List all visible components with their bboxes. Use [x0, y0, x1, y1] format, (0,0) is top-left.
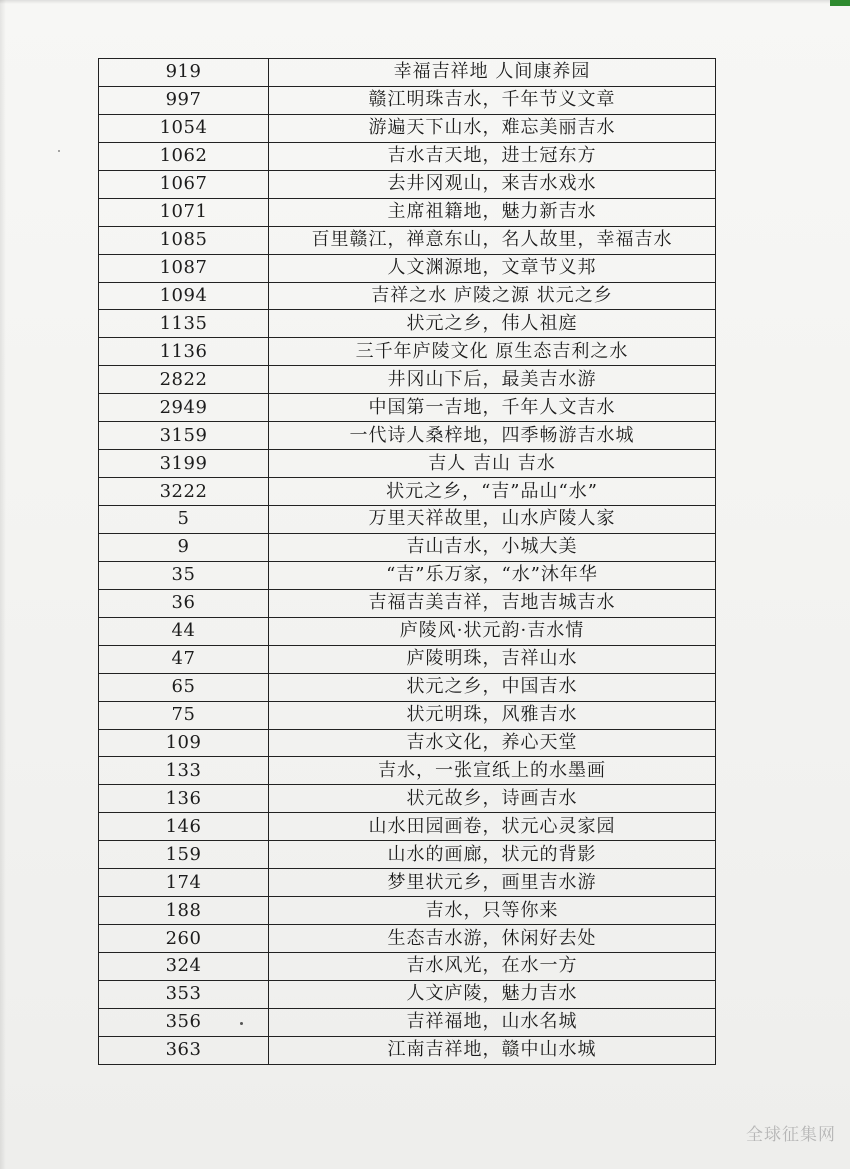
table-row: [99, 645, 716, 673]
table-row: [99, 114, 716, 142]
table-row: [99, 925, 716, 953]
entry-number: 47: [99, 645, 269, 673]
table-row: [99, 310, 716, 338]
entry-number: 356: [99, 1008, 269, 1036]
slogan-text: 梦里状元乡，画里吉水游: [269, 869, 716, 897]
table-row: [99, 617, 716, 645]
slogan-text: 人文庐陵，魅力吉水: [269, 980, 716, 1008]
entry-number: 1062: [99, 142, 269, 170]
table-row: [99, 254, 716, 282]
entry-number: 1136: [99, 338, 269, 366]
entry-number: 353: [99, 980, 269, 1008]
entry-number: 1071: [99, 198, 269, 226]
entry-number: 919: [99, 59, 269, 87]
table-row: [99, 450, 716, 478]
table-row: [99, 282, 716, 310]
entry-number: 1054: [99, 114, 269, 142]
slogan-text: 吉祥之水 庐陵之源 状元之乡: [269, 282, 716, 310]
table-row: [99, 142, 716, 170]
table-row: [99, 226, 716, 254]
corner-mark: [830, 0, 850, 6]
table-row: [99, 561, 716, 589]
slogan-text: 庐陵风·状元韵·吉水情: [269, 617, 716, 645]
slogan-text: 一代诗人桑梓地，四季畅游吉水城: [269, 422, 716, 450]
entry-number: 109: [99, 729, 269, 757]
slogan-text: 状元之乡，中国吉水: [269, 673, 716, 701]
table-row: [99, 841, 716, 869]
table-row: [99, 338, 716, 366]
watermark-text: 全球征集网: [746, 1125, 836, 1145]
slogan-text: 吉水吉天地，进士冠东方: [269, 142, 716, 170]
slogan-text: 三千年庐陵文化 原生态吉利之水: [269, 338, 716, 366]
slogan-text: 中国第一吉地，千年人文吉水: [269, 394, 716, 422]
scan-speck: [58, 150, 60, 152]
slogan-text: “吉”乐万家，“水”沐年华: [269, 561, 716, 589]
entry-number: 1067: [99, 170, 269, 198]
entry-number: 1094: [99, 282, 269, 310]
slogan-text: 状元故乡，诗画吉水: [269, 785, 716, 813]
slogan-text: 状元之乡，“吉”品山“水”: [269, 478, 716, 506]
entry-number: 35: [99, 561, 269, 589]
table-row: [99, 170, 716, 198]
table-row: [99, 198, 716, 226]
slogan-text: 吉水风光，在水一方: [269, 953, 716, 981]
table-row: [99, 1008, 716, 1036]
entry-number: 1135: [99, 310, 269, 338]
entry-number: 1085: [99, 226, 269, 254]
slogan-text: 吉水，只等你来: [269, 897, 716, 925]
entry-number: 3222: [99, 478, 269, 506]
entry-number: 159: [99, 841, 269, 869]
slogan-table: [98, 58, 716, 1065]
slogan-text: 井冈山下后，最美吉水游: [269, 366, 716, 394]
table-row: [99, 729, 716, 757]
slogan-text: 吉人 吉山 吉水: [269, 450, 716, 478]
table-row: [99, 673, 716, 701]
entry-number: 2949: [99, 394, 269, 422]
table-row: [99, 897, 716, 925]
scan-edge-top: [0, 0, 850, 4]
entry-number: 3159: [99, 422, 269, 450]
slogan-text: 吉福吉美吉祥，吉地吉城吉水: [269, 589, 716, 617]
entry-number: 9: [99, 533, 269, 561]
table-row: [99, 478, 716, 506]
slogan-text: 状元明珠，风雅吉水: [269, 701, 716, 729]
slogan-text: 赣江明珠吉水，千年节义文章: [269, 86, 716, 114]
table-row: [99, 589, 716, 617]
table-row: [99, 86, 716, 114]
slogan-text: 主席祖籍地，魅力新吉水: [269, 198, 716, 226]
entry-number: 1087: [99, 254, 269, 282]
entry-number: 363: [99, 1036, 269, 1064]
entry-number: 146: [99, 813, 269, 841]
entry-number: 44: [99, 617, 269, 645]
slogan-text: 游遍天下山水，难忘美丽吉水: [269, 114, 716, 142]
entry-number: 174: [99, 869, 269, 897]
slogan-text: 生态吉水游，休闲好去处: [269, 925, 716, 953]
table-row: [99, 980, 716, 1008]
slogan-text: 万里天祥故里，山水庐陵人家: [269, 506, 716, 534]
slogan-table-body: [99, 59, 716, 1065]
slogan-text: 山水田园画卷，状元心灵家园: [269, 813, 716, 841]
entry-number: 260: [99, 925, 269, 953]
slogan-text: 吉水，一张宣纸上的水墨画: [269, 757, 716, 785]
table-row: [99, 785, 716, 813]
scan-speck: [240, 1022, 243, 1025]
table-row: [99, 953, 716, 981]
table-row: [99, 813, 716, 841]
slogan-text: 山水的画廊，状元的背影: [269, 841, 716, 869]
slogan-text: 江南吉祥地，赣中山水城: [269, 1036, 716, 1064]
slogan-text: 百里赣江，禅意东山，名人故里，幸福吉水: [269, 226, 716, 254]
table-row: [99, 701, 716, 729]
slogan-text: 幸福吉祥地 人间康养园: [269, 59, 716, 87]
entry-number: 188: [99, 897, 269, 925]
entry-number: 3199: [99, 450, 269, 478]
table-row: [99, 366, 716, 394]
entry-number: 2822: [99, 366, 269, 394]
slogan-text: 去井冈观山，来吉水戏水: [269, 170, 716, 198]
table-row: [99, 757, 716, 785]
entry-number: 133: [99, 757, 269, 785]
slogan-text: 吉祥福地，山水名城: [269, 1008, 716, 1036]
table-row: [99, 533, 716, 561]
entry-number: 324: [99, 953, 269, 981]
slogan-text: 吉水文化，养心天堂: [269, 729, 716, 757]
table-row: [99, 1036, 716, 1064]
slogan-text: 人文渊源地，文章节义邦: [269, 254, 716, 282]
entry-number: 36: [99, 589, 269, 617]
table-row: [99, 59, 716, 87]
table-row: [99, 506, 716, 534]
entry-number: 997: [99, 86, 269, 114]
table-row: [99, 869, 716, 897]
table-row: [99, 422, 716, 450]
slogan-text: 吉山吉水，小城大美: [269, 533, 716, 561]
entry-number: 75: [99, 701, 269, 729]
entry-number: 136: [99, 785, 269, 813]
entry-number: 65: [99, 673, 269, 701]
table-row: [99, 394, 716, 422]
entry-number: 5: [99, 506, 269, 534]
slogan-text: 庐陵明珠，吉祥山水: [269, 645, 716, 673]
scan-edge-left: [0, 0, 6, 1169]
slogan-text: 状元之乡，伟人祖庭: [269, 310, 716, 338]
